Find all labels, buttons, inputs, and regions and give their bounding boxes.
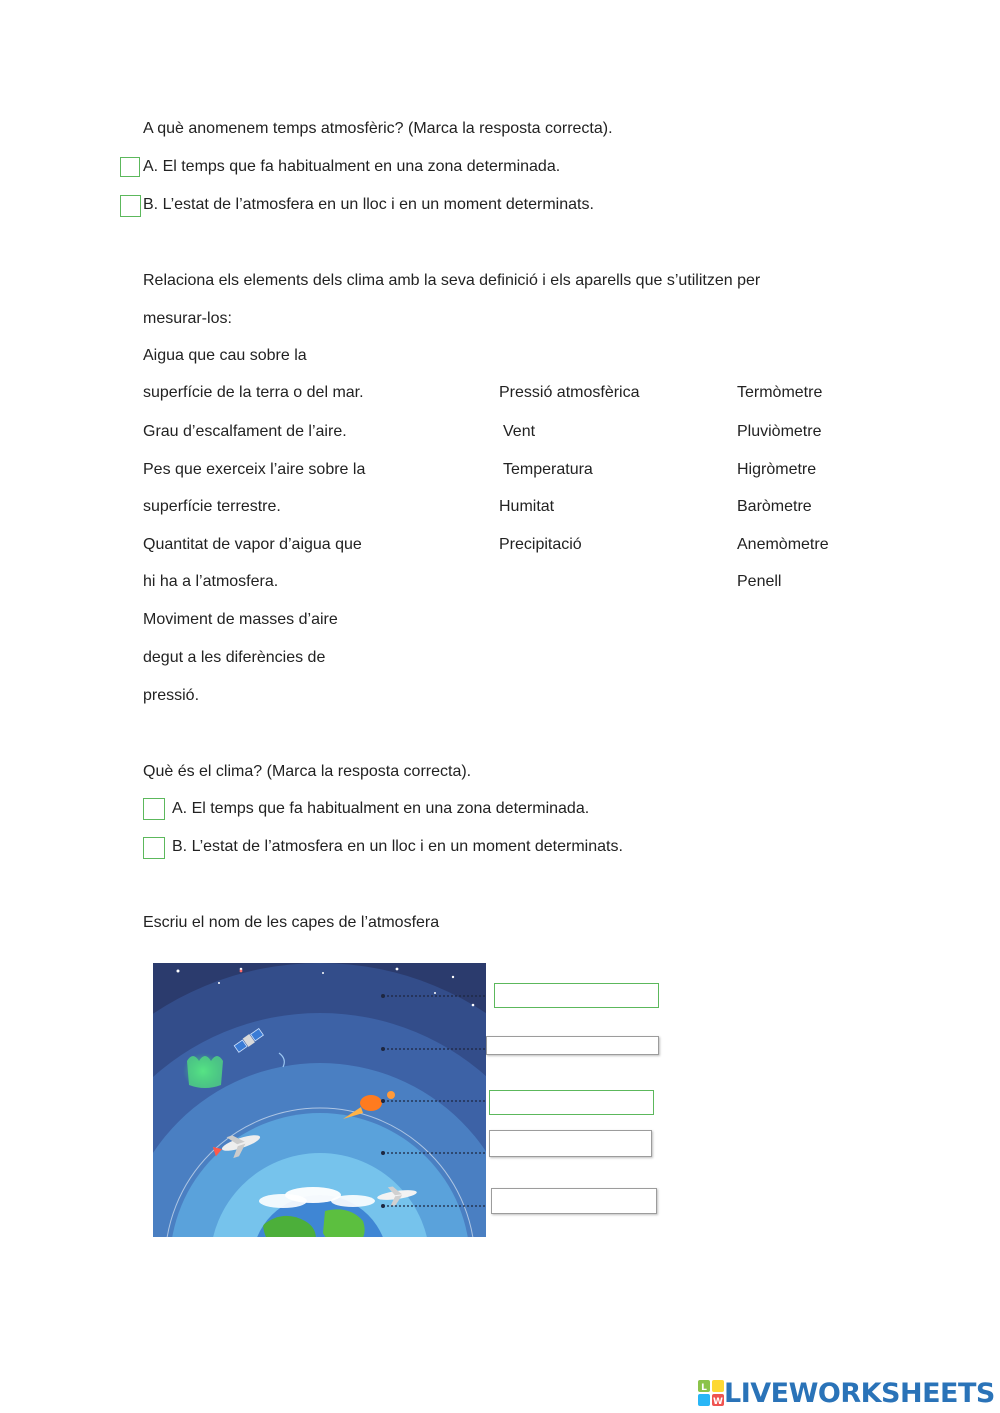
- instrument-penell[interactable]: Penell: [737, 573, 782, 590]
- q2-intro-line2: mesurar-los:: [143, 310, 232, 327]
- q3-option-b-label: B. L’estat de l’atmosfera en un lloc i en un moment determinats.: [172, 838, 623, 855]
- layer-answer-5[interactable]: [491, 1188, 657, 1214]
- q4-question: Escriu el nom de les capes de l’atmosfera: [143, 914, 440, 931]
- q1-option-a-label: A. El temps que fa habitualment en una zona determinada.: [143, 158, 561, 175]
- q1-question: A què anomenem temps atmosfèric? (Marca la resposta correcta).: [143, 120, 613, 137]
- q1-option-a-checkbox[interactable]: [120, 157, 140, 177]
- layer-answer-3[interactable]: [489, 1090, 654, 1115]
- element-temperatura[interactable]: Temperatura: [503, 461, 593, 478]
- instrument-termometre[interactable]: Termòmetre: [737, 384, 823, 401]
- instrument-barometre[interactable]: Baròmetre: [737, 498, 812, 515]
- definition-line: Aigua que cau sobre la: [143, 347, 307, 364]
- element-pressio[interactable]: Pressió atmosfèrica: [499, 384, 640, 401]
- liveworksheets-logo: [698, 1378, 995, 1408]
- q3-question: Què és el clima? (Marca la resposta correcta).: [143, 763, 472, 780]
- q1-option-b-label: B. L’estat de l’atmosfera en un lloc i en un moment determinats.: [143, 196, 594, 213]
- q2-intro-line1: Relaciona els elements dels clima amb la seva definició i els aparells que s’utilitzen per: [143, 272, 761, 289]
- definition-line: Moviment de masses d’aire: [143, 611, 338, 628]
- liveworksheets-logo-text: LIVEWORKSHEETS: [724, 1377, 995, 1409]
- element-precipitacio[interactable]: Precipitació: [499, 536, 582, 553]
- instrument-pluviometre[interactable]: Pluviòmetre: [737, 423, 822, 440]
- definition-line: Pes que exerceix l’aire sobre la: [143, 461, 366, 478]
- layer-answer-2[interactable]: [486, 1036, 659, 1055]
- element-humitat[interactable]: Humitat: [499, 498, 555, 515]
- q3-option-a-label: A. El temps que fa habitualment en una zona determinada.: [172, 800, 590, 817]
- definition-line: pressió.: [143, 687, 200, 704]
- definition-line: superfície terrestre.: [143, 498, 281, 515]
- q1-option-b-checkbox[interactable]: [120, 195, 141, 217]
- atmosphere-layers-image: [153, 963, 486, 1237]
- logo-tile-letter: L: [701, 1383, 707, 1393]
- definition-line: Grau d’escalfament de l’aire.: [143, 423, 347, 440]
- element-vent[interactable]: Vent: [503, 423, 536, 440]
- definition-line: degut a les diferències de: [143, 649, 326, 666]
- definition-line: Quantitat de vapor d’aigua que: [143, 536, 362, 553]
- layer-answer-1[interactable]: [494, 983, 659, 1008]
- definition-line: superfície de la terra o del mar.: [143, 384, 364, 401]
- liveworksheets-logo-icon: [698, 1380, 724, 1406]
- definition-line: hi ha a l’atmosfera.: [143, 573, 279, 590]
- instrument-higrometre[interactable]: Higròmetre: [737, 461, 817, 478]
- q3-option-b-checkbox[interactable]: [143, 837, 165, 859]
- logo-tile-letter: W: [713, 1397, 723, 1406]
- layer-answer-4[interactable]: [489, 1130, 652, 1157]
- q3-option-a-checkbox[interactable]: [143, 798, 165, 820]
- instrument-anemometre[interactable]: Anemòmetre: [737, 536, 829, 553]
